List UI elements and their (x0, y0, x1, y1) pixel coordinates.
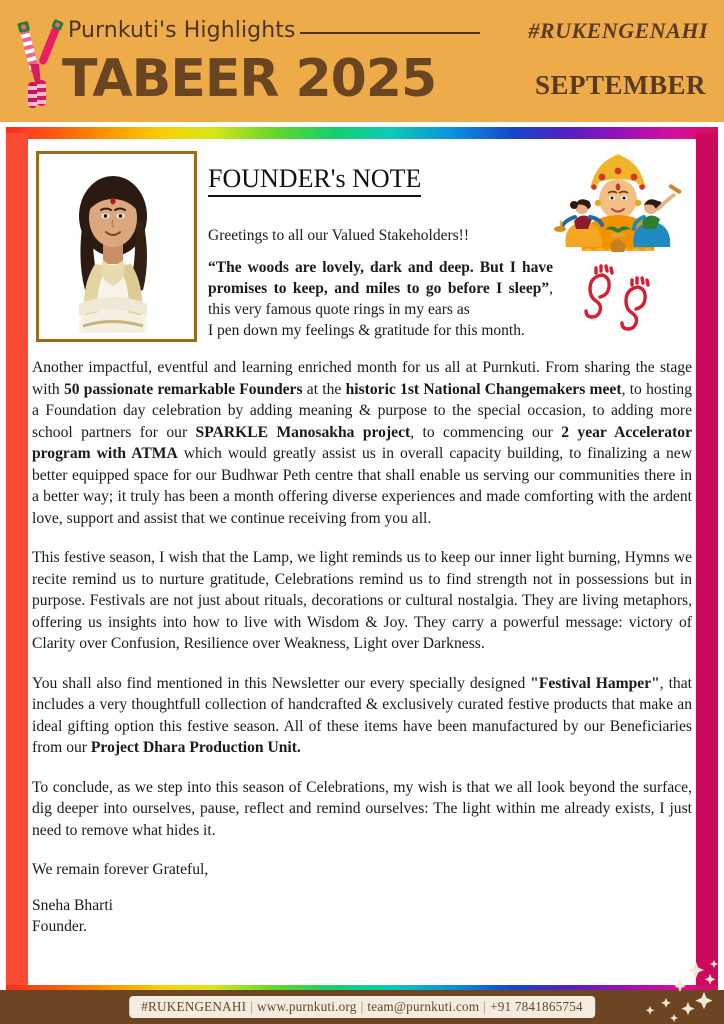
p1-bold-1: 50 passionate remarkable Founders (63, 380, 303, 398)
page-footer (0, 990, 724, 1024)
footer-contact-pill (129, 996, 595, 1018)
footer-phone[interactable]: +91 7841865754 (490, 999, 583, 1014)
founder-note-heading: FOUNDER's NOTE (208, 164, 421, 197)
content-area (28, 139, 696, 985)
header-kicker: Purnkuti's Highlights (68, 18, 296, 43)
footer-email-link[interactable]: team@purnkuti.com (367, 999, 480, 1014)
signature-role: Founder. (32, 918, 88, 935)
footer-website-link[interactable]: www.purnkuti.org (257, 999, 357, 1014)
p1-part-a: Another impactful, eventful and learning enriched month for us all at Purnkuti. From sharing the stage with (32, 359, 692, 398)
founder-note-body (32, 357, 692, 938)
p1-part-c: at the (302, 380, 346, 398)
navratri-garba-dancers-illustration (544, 147, 692, 252)
body-paragraph-1 (32, 357, 692, 529)
issue-month: SEPTEMBER (534, 70, 706, 100)
page-title: TABEER 2025 (62, 49, 437, 109)
founder-quote-bold: “The woods are lovely, dark and deep. But I have promises to keep, and miles to go before I sleep” (208, 259, 553, 297)
footer-sep-1: | (250, 999, 254, 1014)
footer-sep-3: | (483, 999, 487, 1014)
body-paragraph-3 (32, 673, 692, 759)
signature-name: Sneha Bharti (32, 896, 113, 914)
founder-portrait-photo (36, 151, 197, 342)
footer-sep-2: | (360, 999, 364, 1014)
p1-bold-4: 2 year Accelerator program with ATMA (32, 423, 693, 462)
rainbow-top-border (6, 127, 718, 139)
p3-part-c: , that includes a very thoughtfull collection of handcrafted & exclusively curated festive products that make an ideal gifting option this festive season. All of these items have been manufactured by our Beneficiaries from our (32, 674, 692, 756)
right-color-border (696, 133, 718, 985)
p1-bold-2: historic 1st National Changemakers meet (345, 380, 622, 398)
purnkuti-doll-logo-icon (8, 12, 64, 112)
signature-block (32, 895, 692, 938)
header-hashtag: #RUKENGENAHI (528, 18, 708, 43)
page-header (0, 0, 724, 122)
footer-hashtag: #RUKENGENAHI (141, 999, 247, 1014)
p3-part-a: You shall also find mentioned in this Newsletter our every specially designed (32, 674, 531, 692)
header-divider-rule (300, 32, 480, 34)
p1-part-d: , to hosting a Foundation day celebration by adding meaning & purpose to the special occasion, to adding more school partners for our (32, 380, 693, 441)
founder-quote-tail: I pen down my feelings & gratitude for this month. (208, 322, 525, 339)
p1-part-e: , to commencing our (410, 423, 562, 441)
lakshmi-footprints-icon (576, 259, 664, 339)
founder-quote-rest: , this very famous quote rings in my ears as (208, 280, 553, 318)
p3-bold-1: "Festival Hamper" (530, 674, 660, 692)
closing-line: We remain forever Grateful, (32, 861, 209, 878)
founder-quote (208, 257, 553, 341)
p1-bold-3: SPARKLE Manosakha project (195, 423, 411, 441)
left-color-border (6, 133, 28, 985)
body-paragraph-2: This festive season, I wish that the Lamp, we light reminds us to keep our inner light burning, Hymns we recite remind us to nurture gratitude, Celebrations remind us to find strength not in possessions but in purpose. Festivals are not just about rituals, decorations or cultural nostalgia. They are living metaphors, offering us insights into how to live with Wisdom & Joy. They carry a powerful message: victory of Clarity over Confusion, Resilience over Weakness, Light over Darkness. (32, 549, 692, 652)
founder-greeting: Greetings to all our Valued Stakeholders!! (208, 227, 469, 244)
p1-part-f: which would greatly assist us in overall capacity building, to finalizing a new better equipped space for our Budhwar Peth centre that shall enable us serving our communities there in a better way; it truly has been a month offering diverse experiences and made comforting with the ardent love, support and assist that we continue receiving from you all. (32, 445, 692, 527)
body-paragraph-4: To conclude, as we step into this season of Celebrations, my wish is that we all look beyond the surface, dig deeper into ourselves, pause, reflect and remind ourselves: The light within me already exists, I just need to remove what hides it. (32, 778, 692, 839)
p3-bold-2: Project Dhara Production Unit. (90, 739, 301, 756)
